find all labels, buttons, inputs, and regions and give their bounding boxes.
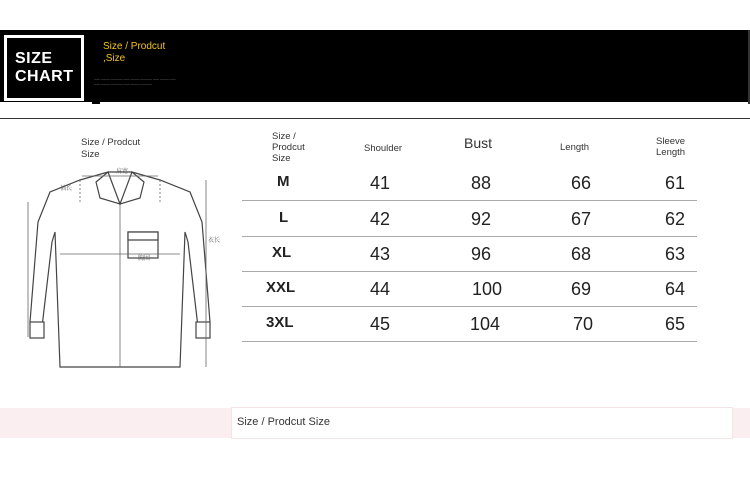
shirt-tag-bust: 胸围 bbox=[138, 255, 151, 262]
table-row bbox=[242, 271, 697, 307]
decor-square-small-icon bbox=[100, 92, 104, 96]
shirt-label-line-2: Size bbox=[81, 149, 100, 160]
row-sleeve: 65 bbox=[665, 314, 686, 334]
banner-note-line-1: —— ——— ———— —— ——— ———— —— ——— —— bbox=[94, 77, 176, 81]
bottom-space bbox=[0, 458, 750, 504]
table-row bbox=[242, 236, 697, 272]
row-size: M bbox=[277, 173, 290, 190]
header-sleeve bbox=[656, 136, 685, 158]
banner-underline bbox=[0, 104, 750, 119]
banner-title-line-2: ,Size bbox=[103, 53, 126, 64]
row-bust: 104 bbox=[470, 314, 501, 334]
row-length: 68 bbox=[571, 244, 592, 264]
table-row bbox=[242, 165, 697, 201]
header-size bbox=[272, 131, 305, 164]
row-bust: 96 bbox=[471, 244, 492, 264]
decor-square-icon bbox=[92, 96, 100, 104]
header-shoulder: Shoulder bbox=[364, 143, 403, 154]
row-sleeve: 63 bbox=[665, 244, 686, 264]
row-size: L bbox=[279, 209, 289, 226]
row-shoulder: 44 bbox=[370, 279, 391, 299]
row-bust: 92 bbox=[471, 209, 492, 229]
header-size-line-3: Size bbox=[272, 153, 291, 164]
shirt-tag-sleeve: 袖长 bbox=[60, 185, 73, 192]
row-length: 69 bbox=[571, 279, 592, 299]
shirt-tag-length: 衣长 bbox=[208, 237, 220, 244]
row-size: 3XL bbox=[266, 314, 294, 331]
shirt-label bbox=[81, 137, 140, 161]
row-shoulder: 42 bbox=[370, 209, 391, 229]
size-chart-logo bbox=[4, 35, 84, 101]
header-length: Length bbox=[560, 142, 590, 153]
row-length: 66 bbox=[571, 173, 592, 193]
shirt-label-line-1: Size / Prodcut bbox=[81, 137, 141, 148]
row-shoulder: 41 bbox=[370, 173, 391, 193]
row-size: XL bbox=[272, 244, 292, 261]
banner-note bbox=[94, 77, 194, 87]
row-bust: 100 bbox=[472, 279, 503, 299]
table-row bbox=[242, 306, 697, 342]
footer-text: Size / Prodcut Size bbox=[237, 416, 330, 428]
logo-line-2: CHART bbox=[15, 68, 74, 85]
row-size: XXL bbox=[266, 279, 296, 296]
header-size-line-1: Size / bbox=[272, 131, 296, 142]
header-bust: Bust bbox=[464, 135, 493, 151]
shirt-tag-shoulder: 肩宽 bbox=[116, 168, 129, 175]
row-length: 67 bbox=[571, 209, 592, 229]
row-sleeve: 61 bbox=[665, 173, 686, 193]
header-sleeve-line-2: Length bbox=[656, 147, 686, 158]
row-shoulder: 43 bbox=[370, 244, 391, 264]
header-sleeve-line-1: Sleeve bbox=[656, 136, 686, 147]
row-sleeve: 62 bbox=[665, 209, 686, 229]
row-length: 70 bbox=[573, 314, 594, 334]
row-shoulder: 45 bbox=[370, 314, 391, 334]
banner-title bbox=[103, 41, 165, 65]
row-sleeve: 64 bbox=[665, 279, 686, 299]
table-row bbox=[242, 201, 697, 237]
banner-title-line-1: Size / Prodcut bbox=[103, 41, 166, 52]
shirt-diagram bbox=[20, 162, 220, 382]
logo-line-1: SIZE bbox=[15, 50, 53, 67]
row-bust: 88 bbox=[471, 173, 492, 193]
banner-note-line-2: —— ——— ———— —— ——— ———— bbox=[94, 82, 153, 86]
header-size-line-2: Prodcut bbox=[272, 142, 305, 153]
